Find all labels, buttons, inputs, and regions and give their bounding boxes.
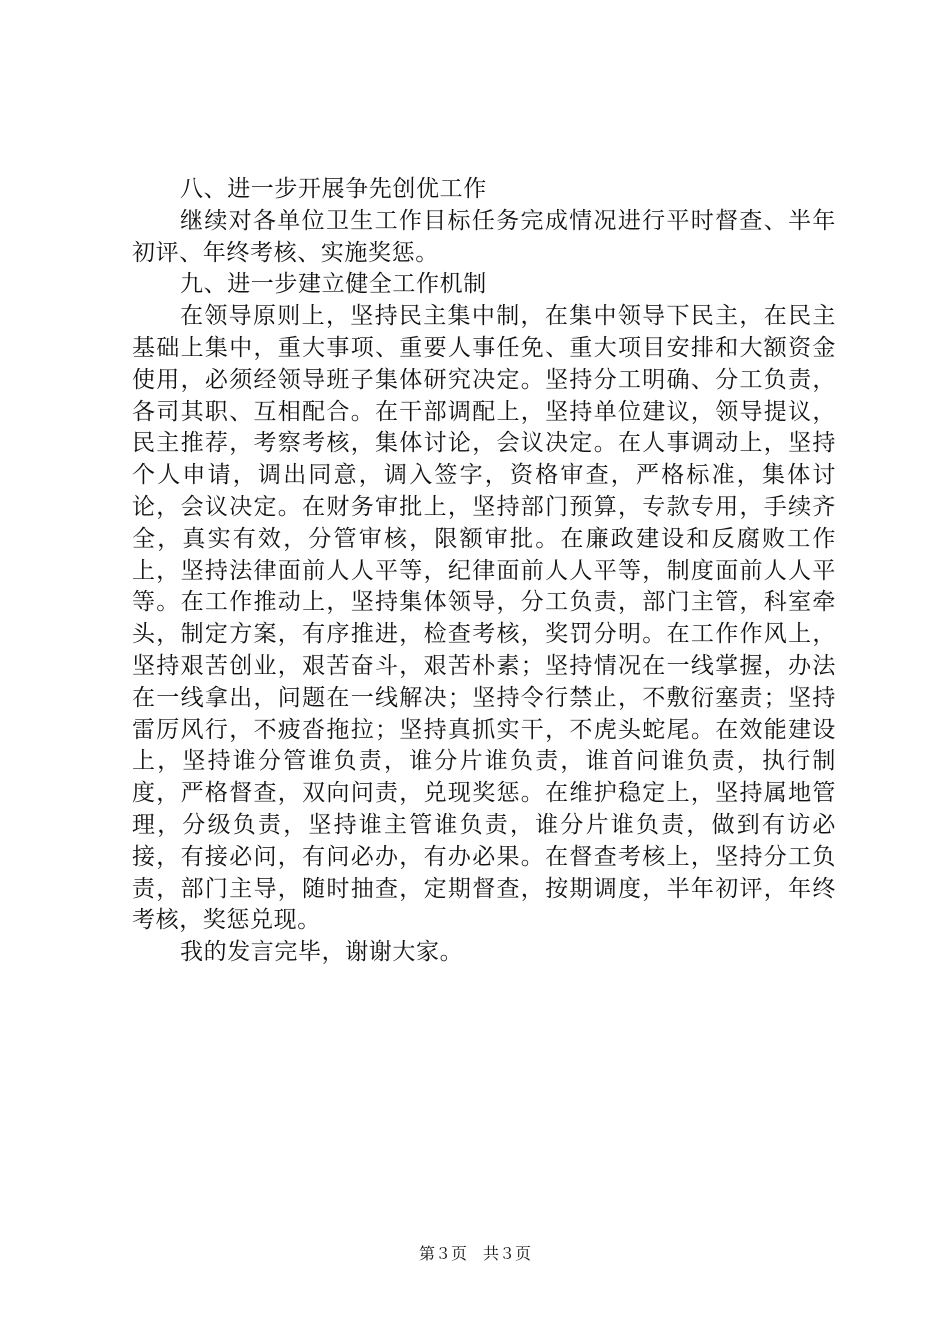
page-number-footer: 第３页 共３页 <box>418 1244 531 1263</box>
section-9-paragraph: 在领导原则上，坚持民主集中制，在集中领导下民主，在民主基础上集中，重大事项、重要人事任免、重大项目安排和大额资金使用，必须经领导班子集体研究决定。坚持分工明确、分工负责，各司其职、互相配合。在干部调配上，坚持单位建议，领导提议，民主推荐，考察考核，集体讨论，会议决定。在人事调动上，坚持个人申请，调出同意，调入签字，资格审查，严格标准，集体讨论，会议决定。在财务审批上，坚持部门预算，专款专用，手续齐全，真实有效，分管审核，限额审批。在廉政建设和反腐败工作上，坚持法律面前人人平等，纪律面前人人平等，制度面前人人平等。在工作推动上，坚持集体领导，分工负责，部门主管，科室牵头，制定方案，有序推进，检查考核，奖罚分明。在工作作风上，坚持艰苦创业，艰苦奋斗，艰苦朴素；坚持情况在一线掌握，办法在一线拿出，问题在一线解决；坚持令行禁止，不敷衍塞责；坚持雷厉风行，不疲沓拖拉；坚持真抓实干，不虎头蛇尾。在效能建设上，坚持谁分管谁负责，谁分片谁负责，谁首问谁负责，执行制度，严格督查，双向问责，兑现奖惩。在维护稳定上，坚持属地管理，分级负责，坚持谁主管谁负责，谁分片谁负责，做到有访必接，有接必问，有问必办，有办必果。在督查考核上，坚持分工负责，部门主导，随时抽查，定期督查，按期调度，半年初评，年终考核，奖惩兑现。 <box>132 303 836 934</box>
closing-paragraph: 我的发言完毕，谢谢大家。 <box>180 939 464 966</box>
section-heading-8: 八、进一步开展争先创优工作 <box>180 176 487 202</box>
section-8-paragraph: 继续对各单位卫生工作目标任务完成情况进行平时督查、半年初评、年终考核、实施奖惩。 <box>132 207 836 266</box>
section-heading-9: 九、进一步建立健全工作机制 <box>180 271 487 298</box>
document-body <box>132 174 836 969</box>
